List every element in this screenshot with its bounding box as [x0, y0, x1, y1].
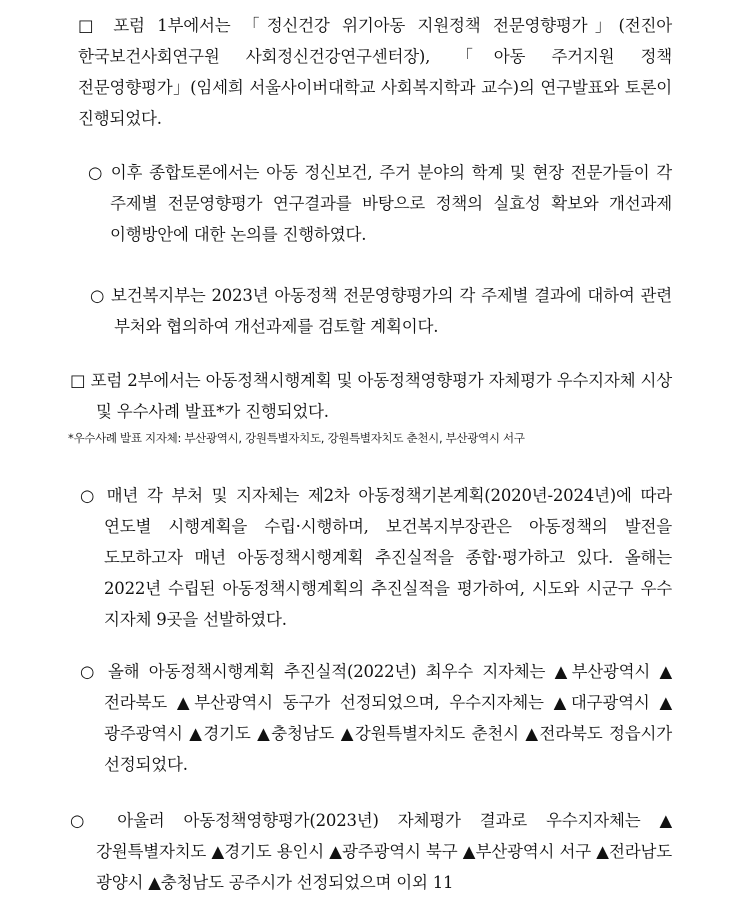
- forum2-text: 포럼 2부에서는 아동정책시행계획 및 아동정책영향평가 자체평가 우수지자체 시상 및 우수사례 발표*가 진행되었다.: [85, 371, 672, 421]
- circle-bullet-icon: ○: [70, 811, 99, 830]
- forum2-paragraph: [70, 365, 672, 427]
- square-bullet-icon: □: [78, 16, 101, 35]
- forum2-sub3-paragraph: [70, 805, 672, 898]
- forum2-sub1-text: 매년 각 부처 및 지자체는 제2차 아동정책기본계획(2020년-2024년)에 따라 연도별 시행계획을 수립·시행하며, 보건복지부장관은 아동정책의 발전을 도모하고자 매년 아동정책시행계획 추진실적을 종합·평가하고 있다. 올해는 2022년 수립된 아동정책시행계획의 추진실적을 평가하여, 시도와 시군구 우수 지자체 9곳을 선발하였다.: [97, 486, 672, 629]
- forum1-sub2-paragraph: [90, 280, 672, 342]
- forum2-sub1-paragraph: [80, 480, 672, 635]
- forum1-sub1-paragraph: [88, 157, 672, 250]
- circle-bullet-icon: ○: [80, 662, 99, 681]
- circle-bullet-icon: ○: [80, 486, 98, 505]
- footnote: *우수사례 발표 지자체: 부산광역시, 강원특별자치도, 강원특별자치도 춘천시, 부산광역시 서구: [68, 431, 525, 445]
- square-bullet-icon: □: [70, 371, 86, 390]
- forum2-sub2-text: 올해 아동정책시행계획 추진실적(2022년) 최우수 지자체는 ▲부산광역시 ▲전라북도 ▲부산광역시 동구가 선정되었으며, 우수지자체는 ▲대구광역시 ▲광주광역시 ▲경기도 ▲충청남도 ▲강원특별자치도 춘천시 ▲전라북도 정읍시가 선정되었다.: [98, 662, 672, 774]
- forum1-text: 포럼 1부에서는 「정신건강 위기아동 지원정책 전문영향평가」(전진아 한국보건사회연구원 사회정신건강연구센터장), 「아동 주거지원 정책 전문영향평가」(임세희 서울사이버대학교 사회복지학과 교수)의 연구발표와 토론이 진행되었다.: [78, 16, 673, 128]
- forum1-paragraph: [78, 10, 672, 134]
- forum1-sub1-text: 이후 종합토론에서는 아동 정신보건, 주거 분야의 학계 및 현장 전문가들이 각 주제별 전문영향평가 연구결과를 바탕으로 정책의 실효성 확보와 개선과제 이행방안에 대한 논의를 진행하였다.: [103, 163, 672, 244]
- forum2-sub3-text: 아울러 아동정책영향평가(2023년) 자체평가 결과로 우수지자체는 ▲강원특별자치도 ▲경기도 용인시 ▲광주광역시 북구 ▲부산광역시 서구 ▲전라남도 광양시 ▲충청남도 공주시가 선정되었으며 이외 11: [96, 811, 672, 892]
- forum2-sub2-paragraph: [80, 656, 672, 780]
- forum1-sub2-text: 보건복지부는 2023년 아동정책 전문영향평가의 각 주제별 결과에 대하여 관련 부처와 협의하여 개선과제를 검토할 계획이다.: [105, 286, 673, 336]
- circle-bullet-icon: ○: [88, 163, 104, 182]
- circle-bullet-icon: ○: [90, 286, 106, 305]
